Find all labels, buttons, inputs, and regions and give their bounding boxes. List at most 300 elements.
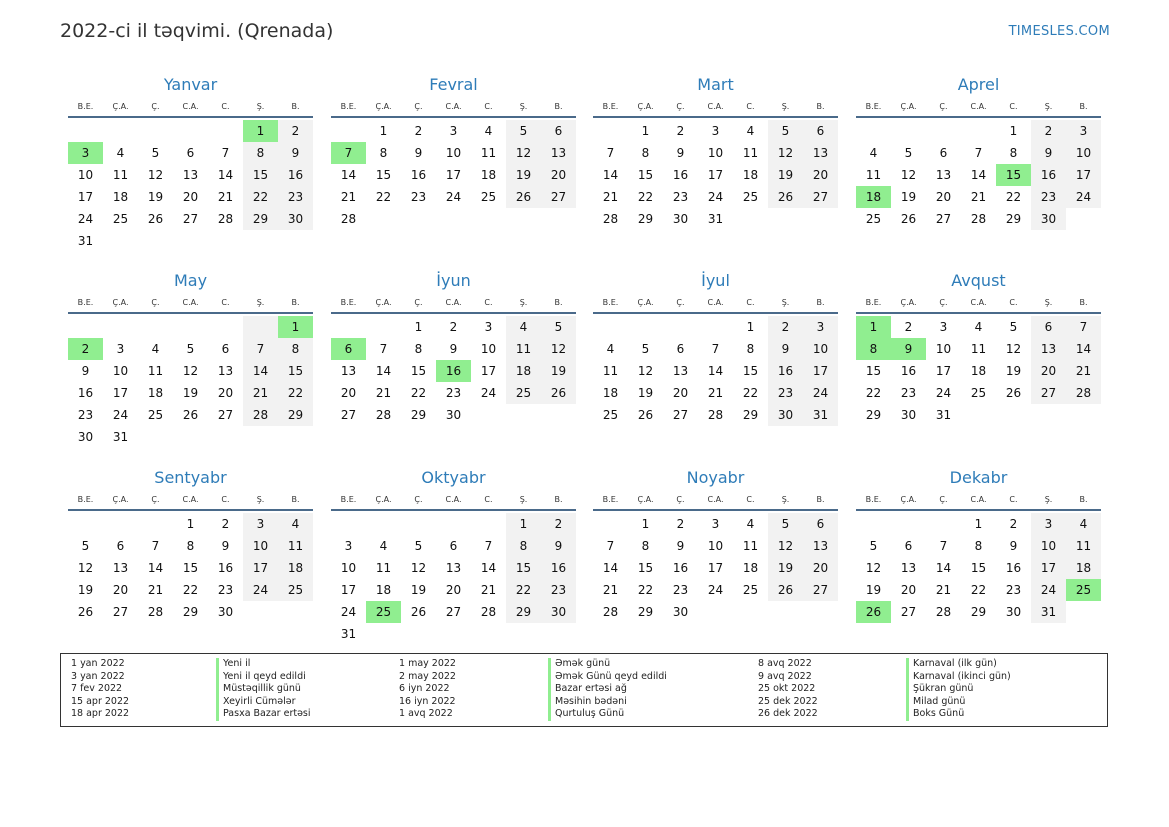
day-cell: 4 <box>746 517 755 531</box>
day-cell: 24 <box>707 583 724 597</box>
holiday-date: 7 fev 2022 <box>71 683 123 695</box>
day-cell: 16 <box>278 164 313 186</box>
day-cell: 1 <box>506 513 541 535</box>
day-cell: 17 <box>935 364 952 378</box>
day-cell: 21 <box>480 583 497 597</box>
day-cell: 23 <box>900 386 917 400</box>
day-cell: 22 <box>742 386 759 400</box>
day-cell: 11 <box>1066 535 1101 557</box>
day-cell: 30 <box>900 408 917 422</box>
day-cell: 29 <box>243 208 278 230</box>
day-cell: 15 <box>865 364 882 378</box>
day-cell: 7 <box>974 146 983 160</box>
day-cell: 5 <box>81 539 90 553</box>
day-cell: 2 <box>1031 120 1066 142</box>
weekday-label: Ç.A. <box>375 495 392 504</box>
empty-day-cell <box>173 120 208 142</box>
day-grid <box>856 513 1101 623</box>
day-cell: 5 <box>186 342 195 356</box>
day-cell: 17 <box>340 583 357 597</box>
day-cell: 14 <box>147 561 164 575</box>
holiday-date: 2 may 2022 <box>399 670 456 682</box>
day-cell: 4 <box>746 124 755 138</box>
day-cell: 21 <box>375 386 392 400</box>
day-cell: 5 <box>641 342 650 356</box>
holiday-day-cell: 16 <box>436 360 471 382</box>
day-cell: 16 <box>217 561 234 575</box>
day-cell: 3 <box>803 316 838 338</box>
day-cell: 12 <box>410 561 427 575</box>
holiday-names-col-3 <box>906 658 1011 721</box>
day-cell: 12 <box>77 561 94 575</box>
day-cell: 24 <box>935 386 952 400</box>
day-cell: 23 <box>77 408 94 422</box>
weekday-label: B.E. <box>340 298 357 307</box>
empty-day-cell <box>961 120 996 142</box>
day-cell: 25 <box>147 408 164 422</box>
day-cell: 21 <box>602 190 619 204</box>
day-cell: 26 <box>147 212 164 226</box>
day-cell: 16 <box>410 168 427 182</box>
month-name: Mart <box>697 75 734 94</box>
weekday-label: Ç. <box>151 495 160 504</box>
day-cell: 19 <box>1005 364 1022 378</box>
weekday-label: C. <box>1009 102 1018 111</box>
day-cell: 8 <box>746 342 755 356</box>
day-cell: 5 <box>768 120 803 142</box>
day-cell: 8 <box>243 142 278 164</box>
day-cell: 16 <box>672 168 689 182</box>
day-cell: 15 <box>243 164 278 186</box>
day-cell: 10 <box>77 168 94 182</box>
day-cell: 23 <box>672 583 689 597</box>
weekday-label: B.E. <box>865 298 882 307</box>
weekday-label: Ş. <box>519 102 528 111</box>
day-cell: 31 <box>1031 601 1066 623</box>
weekday-label: Ç. <box>676 298 685 307</box>
holiday-day-cell: 15 <box>996 164 1031 186</box>
weekday-label: C.A. <box>182 298 199 307</box>
day-cell: 23 <box>541 579 576 601</box>
holiday-date: 26 dek 2022 <box>758 708 818 720</box>
day-cell: 13 <box>445 561 462 575</box>
day-cell: 12 <box>768 142 803 164</box>
day-cell: 28 <box>480 605 497 619</box>
holiday-name: Əmək günü <box>548 658 667 671</box>
day-cell: 21 <box>243 382 278 404</box>
day-cell: 4 <box>116 146 125 160</box>
day-cell: 25 <box>278 579 313 601</box>
weekday-label: Ç. <box>414 102 423 111</box>
day-cell: 28 <box>970 212 987 226</box>
empty-day-cell <box>331 316 366 338</box>
month-name: Oktyabr <box>421 468 486 487</box>
day-cell: 27 <box>803 186 838 208</box>
empty-day-cell <box>103 513 138 535</box>
page-title: 2022-ci il təqvimi. (Qrenada) <box>60 20 334 42</box>
empty-day-cell <box>68 316 103 338</box>
weekday-label: Ş. <box>256 495 265 504</box>
day-cell: 24 <box>707 190 724 204</box>
month-block <box>593 467 838 623</box>
day-cell: 23 <box>278 186 313 208</box>
day-cell: 26 <box>768 579 803 601</box>
holiday-date: 18 apr 2022 <box>71 708 130 720</box>
day-cell: 12 <box>900 168 917 182</box>
day-cell: 9 <box>541 535 576 557</box>
day-cell: 6 <box>116 539 125 553</box>
day-cell: 9 <box>449 342 458 356</box>
day-cell: 6 <box>803 120 838 142</box>
month-name: Avqust <box>951 271 1006 290</box>
day-cell: 24 <box>803 382 838 404</box>
day-cell: 6 <box>904 539 913 553</box>
day-cell: 10 <box>112 364 129 378</box>
day-cell: 9 <box>768 338 803 360</box>
day-cell: 18 <box>742 561 759 575</box>
day-cell: 5 <box>541 316 576 338</box>
day-cell: 9 <box>1031 142 1066 164</box>
holiday-name: Əmək Günü qeyd edildi <box>548 671 667 684</box>
day-cell: 26 <box>182 408 199 422</box>
holiday-day-cell: 9 <box>891 338 926 360</box>
weekday-label: Ç. <box>414 495 423 504</box>
weekday-header <box>68 493 313 511</box>
day-cell: 5 <box>506 120 541 142</box>
day-cell: 20 <box>541 164 576 186</box>
day-cell: 13 <box>935 168 952 182</box>
empty-day-cell <box>68 120 103 142</box>
weekday-label: Ş. <box>1044 102 1053 111</box>
weekday-label: Ş. <box>781 298 790 307</box>
empty-day-cell <box>926 513 961 535</box>
day-cell: 3 <box>116 342 125 356</box>
day-cell: 22 <box>970 583 987 597</box>
weekday-label: C.A. <box>970 102 987 111</box>
day-cell: 17 <box>77 190 94 204</box>
weekday-label: B.E. <box>340 495 357 504</box>
day-cell: 27 <box>672 408 689 422</box>
holiday-date: 1 yan 2022 <box>71 658 125 669</box>
day-cell: 13 <box>803 142 838 164</box>
day-cell: 25 <box>602 408 619 422</box>
day-cell: 24 <box>340 605 357 619</box>
day-cell: 17 <box>707 561 724 575</box>
weekday-label: Ç.A. <box>375 102 392 111</box>
day-cell: 4 <box>1066 513 1101 535</box>
weekday-label: B. <box>554 102 563 111</box>
day-cell: 9 <box>676 146 685 160</box>
empty-day-cell <box>138 316 173 338</box>
day-cell: 30 <box>445 408 462 422</box>
empty-day-cell <box>103 120 138 142</box>
day-cell: 26 <box>410 605 427 619</box>
day-cell: 20 <box>340 386 357 400</box>
day-cell: 17 <box>1066 164 1101 186</box>
empty-day-cell <box>68 513 103 535</box>
weekday-label: C. <box>484 102 493 111</box>
day-cell: 27 <box>112 605 129 619</box>
holiday-day-cell: 1 <box>278 316 313 338</box>
day-cell: 16 <box>672 561 689 575</box>
day-cell: 9 <box>676 539 685 553</box>
day-cell: 21 <box>147 583 164 597</box>
day-cell: 10 <box>803 338 838 360</box>
weekday-label: Ç. <box>939 495 948 504</box>
day-cell: 12 <box>865 561 882 575</box>
day-cell: 28 <box>707 408 724 422</box>
weekday-label: B.E. <box>77 495 94 504</box>
day-cell: 6 <box>541 120 576 142</box>
day-cell: 29 <box>865 408 882 422</box>
weekday-label: Ş. <box>781 102 790 111</box>
day-cell: 25 <box>506 382 541 404</box>
weekday-label: C.A. <box>182 495 199 504</box>
weekday-label: Ş. <box>519 495 528 504</box>
day-cell: 10 <box>445 146 462 160</box>
day-cell: 14 <box>243 360 278 382</box>
weekday-label: Ç.A. <box>637 102 654 111</box>
day-cell: 11 <box>112 168 129 182</box>
day-grid <box>856 316 1101 426</box>
day-cell: 11 <box>375 561 392 575</box>
day-cell: 2 <box>449 320 458 334</box>
weekday-label: B. <box>291 298 300 307</box>
day-cell: 8 <box>278 338 313 360</box>
weekday-label: B.E. <box>602 102 619 111</box>
day-grid <box>593 316 838 426</box>
weekday-label: C.A. <box>182 102 199 111</box>
weekday-label: C. <box>746 495 755 504</box>
day-cell: 13 <box>803 535 838 557</box>
day-cell: 19 <box>506 164 541 186</box>
day-cell: 13 <box>182 168 199 182</box>
day-cell: 13 <box>1031 338 1066 360</box>
day-cell: 22 <box>506 579 541 601</box>
day-cell: 9 <box>1009 539 1018 553</box>
weekday-label: Ç. <box>151 298 160 307</box>
weekday-label: Ç.A. <box>900 298 917 307</box>
day-cell: 29 <box>410 408 427 422</box>
weekday-label: B.E. <box>865 495 882 504</box>
month-block <box>856 467 1101 623</box>
day-cell: 30 <box>672 212 689 226</box>
empty-day-cell <box>593 513 628 535</box>
empty-day-cell <box>138 120 173 142</box>
day-cell: 10 <box>480 342 497 356</box>
empty-day-cell <box>593 316 628 338</box>
day-cell: 31 <box>803 404 838 426</box>
day-cell: 12 <box>506 142 541 164</box>
holiday-day-cell: 26 <box>856 601 891 623</box>
empty-day-cell <box>856 120 891 142</box>
day-cell: 19 <box>900 190 917 204</box>
weekday-label: Ç.A. <box>900 102 917 111</box>
day-cell: 11 <box>147 364 164 378</box>
empty-day-cell <box>331 513 366 535</box>
day-cell: 6 <box>221 342 230 356</box>
day-cell: 5 <box>414 539 423 553</box>
month-name: İyun <box>436 271 471 290</box>
day-cell: 14 <box>602 561 619 575</box>
day-cell: 28 <box>243 404 278 426</box>
day-cell: 23 <box>410 190 427 204</box>
holiday-day-cell: 1 <box>243 120 278 142</box>
empty-day-cell <box>366 316 401 338</box>
day-cell: 1 <box>641 517 650 531</box>
day-cell: 4 <box>974 320 983 334</box>
weekday-label: B.E. <box>340 102 357 111</box>
day-cell: 10 <box>243 535 278 557</box>
day-cell: 10 <box>1031 535 1066 557</box>
day-cell: 27 <box>1031 382 1066 404</box>
holiday-date: 1 avq 2022 <box>399 708 453 720</box>
empty-day-cell <box>401 513 436 535</box>
day-cell: 8 <box>379 146 388 160</box>
day-cell: 26 <box>768 186 803 208</box>
month-block <box>856 270 1101 426</box>
month-block <box>593 74 838 230</box>
weekday-label: Ç.A. <box>375 298 392 307</box>
weekday-label: Ç.A. <box>112 495 129 504</box>
day-cell: 19 <box>182 386 199 400</box>
day-cell: 17 <box>803 360 838 382</box>
weekday-label: C.A. <box>970 298 987 307</box>
empty-day-cell <box>891 120 926 142</box>
day-cell: 18 <box>112 190 129 204</box>
day-cell: 5 <box>151 146 160 160</box>
day-cell: 28 <box>602 212 619 226</box>
holiday-date: 6 iyn 2022 <box>399 683 450 695</box>
day-cell: 12 <box>637 364 654 378</box>
day-cell: 29 <box>970 605 987 619</box>
empty-day-cell <box>208 120 243 142</box>
empty-day-cell <box>103 316 138 338</box>
day-cell: 25 <box>742 190 759 204</box>
day-cell: 10 <box>707 539 724 553</box>
day-cell: 20 <box>112 583 129 597</box>
day-grid <box>593 513 838 623</box>
weekday-label: B.E. <box>602 495 619 504</box>
day-cell: 1 <box>746 320 755 334</box>
holiday-day-cell: 25 <box>366 601 401 623</box>
day-cell: 28 <box>375 408 392 422</box>
day-cell: 2 <box>676 124 685 138</box>
weekday-label: Ç.A. <box>900 495 917 504</box>
day-cell: 19 <box>77 583 94 597</box>
day-cell: 2 <box>414 124 423 138</box>
empty-day-cell <box>173 316 208 338</box>
holiday-date: 3 yan 2022 <box>71 670 125 682</box>
day-cell: 29 <box>742 408 759 422</box>
holiday-names-col-1 <box>216 658 311 721</box>
day-cell: 20 <box>445 583 462 597</box>
day-cell: 30 <box>77 430 94 444</box>
holiday-day-cell: 3 <box>68 142 103 164</box>
day-cell: 6 <box>1031 316 1066 338</box>
day-cell: 22 <box>1005 190 1022 204</box>
day-cell: 26 <box>506 186 541 208</box>
day-grid <box>68 316 313 448</box>
day-cell: 18 <box>147 386 164 400</box>
empty-day-cell <box>243 316 278 338</box>
day-cell: 2 <box>221 517 230 531</box>
day-cell: 25 <box>865 212 882 226</box>
day-cell: 24 <box>77 212 94 226</box>
weekday-label: Ç. <box>939 298 948 307</box>
empty-day-cell <box>436 513 471 535</box>
weekday-label: C.A. <box>707 102 724 111</box>
day-cell: 2 <box>278 120 313 142</box>
empty-day-cell <box>663 316 698 338</box>
day-cell: 10 <box>707 146 724 160</box>
day-cell: 13 <box>541 142 576 164</box>
weekday-label: C. <box>1009 298 1018 307</box>
day-cell: 7 <box>484 539 493 553</box>
day-cell: 18 <box>602 386 619 400</box>
weekday-header <box>856 493 1101 511</box>
weekday-label: B. <box>816 102 825 111</box>
day-cell: 12 <box>541 338 576 360</box>
day-cell: 19 <box>147 190 164 204</box>
day-cell: 21 <box>1066 360 1101 382</box>
weekday-label: Ç. <box>414 298 423 307</box>
day-cell: 16 <box>1005 561 1022 575</box>
weekday-label: C.A. <box>707 298 724 307</box>
day-cell: 20 <box>1031 360 1066 382</box>
empty-day-cell <box>331 120 366 142</box>
day-cell: 20 <box>182 190 199 204</box>
day-cell: 30 <box>217 605 234 619</box>
day-cell: 29 <box>182 605 199 619</box>
day-cell: 14 <box>970 168 987 182</box>
day-cell: 20 <box>803 557 838 579</box>
day-grid <box>856 120 1101 230</box>
day-cell: 14 <box>602 168 619 182</box>
day-cell: 30 <box>768 404 803 426</box>
day-cell: 10 <box>340 561 357 575</box>
day-cell: 15 <box>506 557 541 579</box>
day-cell: 20 <box>803 164 838 186</box>
holiday-dates-col-3 <box>758 658 818 721</box>
month-name: Dekabr <box>949 468 1008 487</box>
day-cell: 26 <box>900 212 917 226</box>
site-link[interactable]: TIMESLES.COM <box>1008 24 1110 39</box>
day-cell: 15 <box>182 561 199 575</box>
day-cell: 30 <box>1031 208 1066 230</box>
day-cell: 31 <box>935 408 952 422</box>
day-cell: 7 <box>243 338 278 360</box>
day-cell: 2 <box>676 517 685 531</box>
day-cell: 14 <box>217 168 234 182</box>
day-cell: 24 <box>1066 186 1101 208</box>
day-cell: 16 <box>541 557 576 579</box>
day-grid <box>331 316 576 426</box>
day-grid <box>68 120 313 252</box>
weekday-label: B.E. <box>865 102 882 111</box>
day-cell: 20 <box>672 386 689 400</box>
day-cell: 2 <box>541 513 576 535</box>
weekday-header <box>331 493 576 511</box>
month-name: Yanvar <box>163 75 218 94</box>
day-cell: 21 <box>935 583 952 597</box>
month-block <box>331 467 576 645</box>
day-cell: 30 <box>278 208 313 230</box>
day-cell: 16 <box>77 386 94 400</box>
day-cell: 2 <box>768 316 803 338</box>
month-name: Noyabr <box>686 468 745 487</box>
day-cell: 23 <box>217 583 234 597</box>
